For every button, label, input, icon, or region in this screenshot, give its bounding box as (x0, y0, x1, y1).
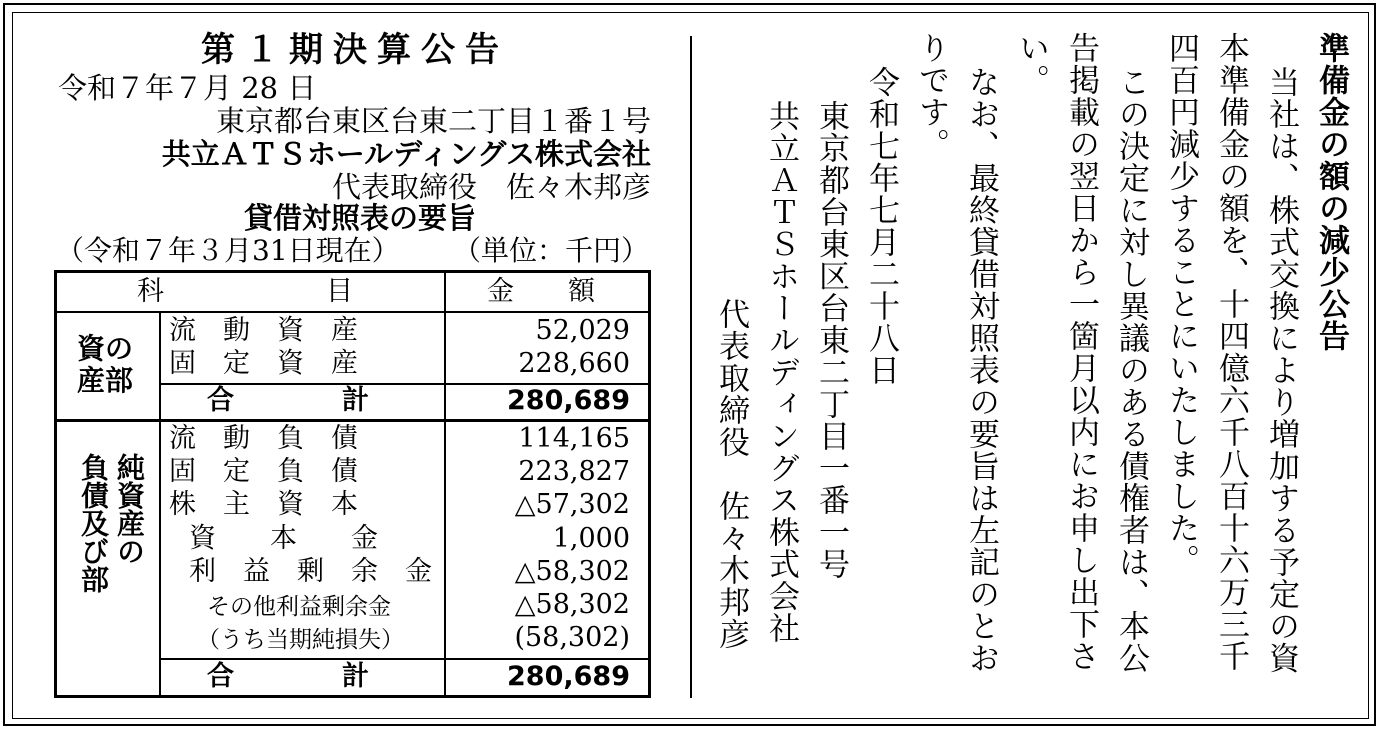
header-amount: 金 額 (487, 276, 595, 307)
asset-row-label: 固 定 資 産 (169, 348, 358, 379)
liabilities-total-rule (161, 658, 648, 660)
group-column-rule (159, 313, 161, 695)
liability-row-value: △58,302 (514, 589, 630, 620)
notice-body-line: この決定に対し異議のある債権者は、本公 (1113, 66, 1149, 674)
reserve-notice-title: 準備金の額の減少公告 (1313, 32, 1349, 352)
net-assets-group-label: 純資産の (113, 453, 146, 565)
liability-row-value: 114,165 (518, 423, 630, 454)
liability-row-label: その他利益剰余金 (207, 594, 391, 620)
notice-body-line: りです。 (913, 32, 949, 160)
liability-row-label: （うち当期純損失） (197, 627, 404, 653)
liability-row-value: 223,827 (518, 456, 630, 487)
liability-row-value: △58,302 (514, 556, 630, 587)
assets-group-label-2: 産部 (77, 364, 134, 397)
notice-body-line: なお、最終貸借対照表の要旨は左記のとお (963, 66, 999, 674)
header-rule (57, 311, 648, 313)
liabilities-total-label: 合 計 (207, 661, 369, 692)
assets-total-value: 280,689 (507, 385, 630, 416)
notice-date: 令和７年７月 28 日 (58, 71, 317, 105)
section-rule (57, 419, 648, 422)
company-representative: 代表取締役 佐々木邦彦 (331, 170, 651, 204)
asset-row-value: 52,029 (535, 315, 630, 346)
notice-body-line: 告掲載の翌日から一箇月以内にお申し出下さ (1063, 32, 1099, 672)
company-address: 東京都台東区台東二丁目１番１号 (215, 104, 651, 138)
asset-row-label: 流 動 資 産 (169, 315, 358, 346)
reserve-notice-address: 東京都台東区台東二丁目一番一号 (813, 100, 849, 580)
liability-row-label: 流 動 負 債 (169, 423, 358, 454)
liability-row-value: 1,000 (552, 523, 630, 554)
liability-row-label: 株 主 資 本 (169, 489, 358, 520)
liability-row-label: 固 定 負 債 (169, 456, 358, 487)
liabilities-total-value: 280,689 (507, 661, 630, 692)
balance-sheet-title: 貸借対照表の要旨 (243, 201, 476, 235)
header-item: 科 目 (137, 276, 353, 307)
company-name: 共立ＡＴＳホールディングス株式会社 (161, 137, 651, 171)
notice-body-line: 本準備金の額を、十四億六千八百十六万三千 (1213, 32, 1249, 672)
as-of-date: （令和７年３月31日現在） (56, 234, 400, 267)
notice-body-line: 当社は、株式交換により増加する予定の資 (1263, 66, 1299, 674)
liability-row-label: 利 益 剰 余 金 (189, 556, 432, 587)
assets-total-label: 合 計 (207, 385, 369, 416)
notice-body-line: い。 (1013, 32, 1049, 96)
liability-row-value: (58,302) (514, 622, 630, 653)
column-divider (690, 36, 692, 698)
reserve-notice-company: 共立ＡＴＳホールディングス株式会社 (763, 100, 799, 644)
liability-row-value: △57,302 (514, 489, 630, 520)
notice-body-line: 四百円減少することにいたしました。 (1163, 32, 1199, 576)
assets-group-label-1: 資の (77, 332, 134, 365)
reserve-notice-representative: 代表取締役 佐々木邦彦 (713, 298, 749, 650)
reserve-notice-date: 令和七年七月二十八日 (863, 66, 899, 386)
notice-title: 第１期決算公告 (201, 30, 509, 70)
liabilities-group-label: 負債及び部 (77, 453, 110, 593)
amount-column-rule (444, 273, 446, 695)
unit-label: （単位：千円） (452, 234, 649, 267)
asset-row-value: 228,660 (518, 348, 630, 379)
liability-row-label: 資 本 金 (189, 523, 378, 554)
balance-sheet-table (54, 270, 651, 698)
